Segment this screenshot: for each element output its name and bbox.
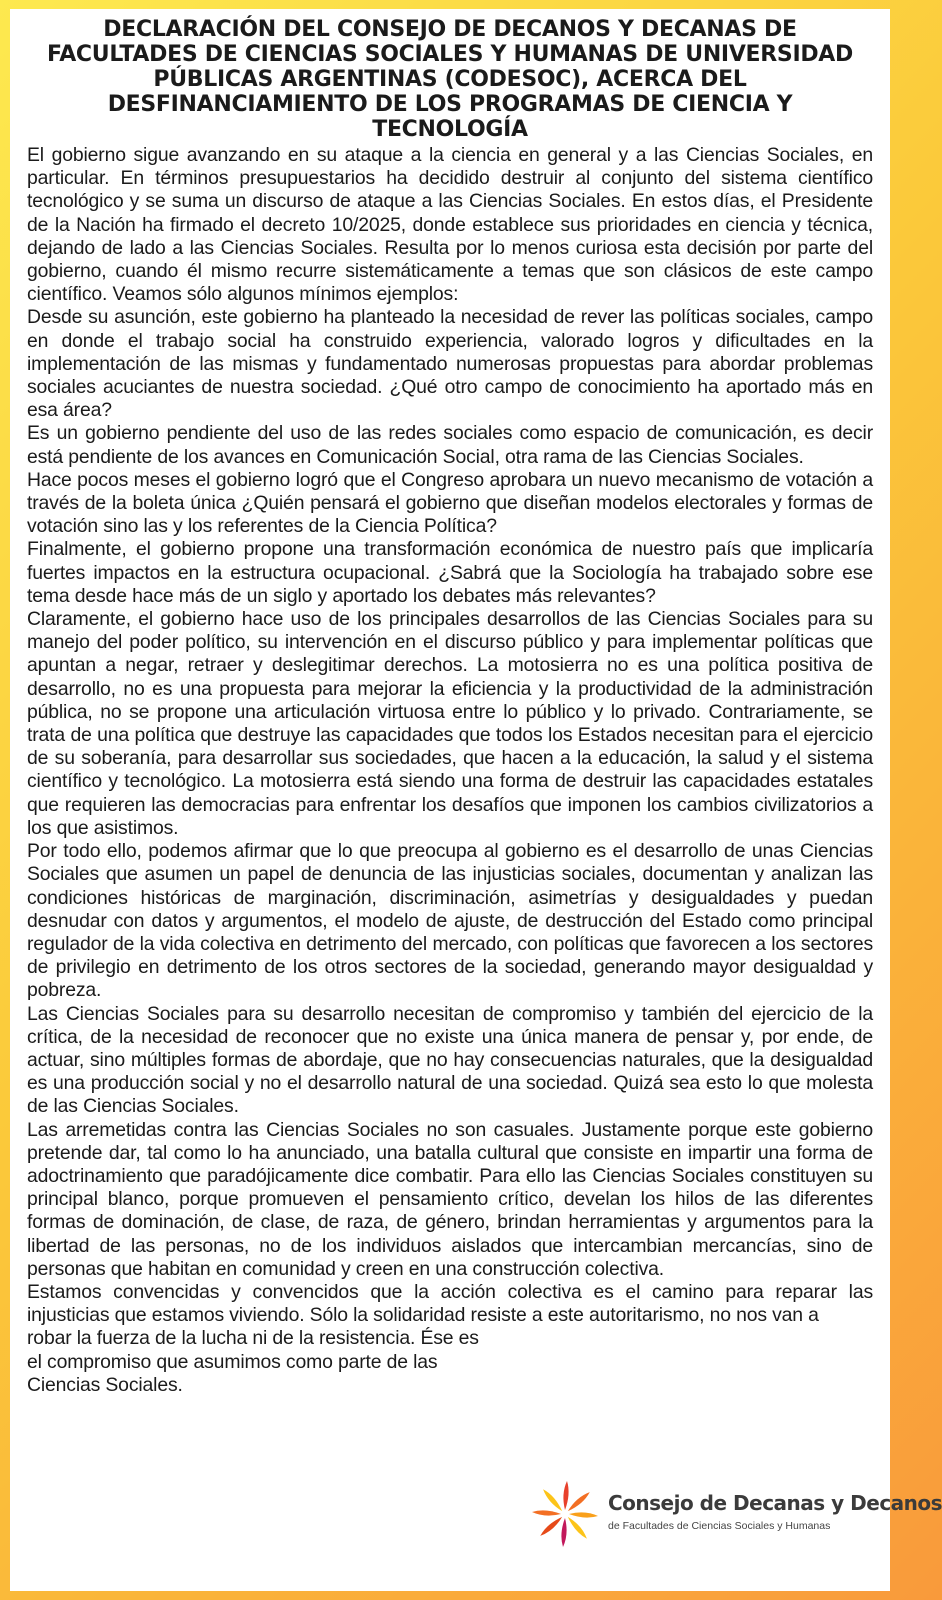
closing-line-3: Ciencias Sociales. — [27, 1373, 183, 1396]
sunburst-logo-icon — [530, 1479, 600, 1549]
paragraph: Por todo ello, podemos afirmar que lo que preocupa al gobierno es el desarrollo de unas Ciencias Sociales que asumen un papel de denuncia de las injusticias sociales, documentan y analizan las condiciones históricas de marginación, discriminación, asimetrías y desigualdades y puedan desnudar con datos y argumentos, el modelo de ajuste, de destrucción del Estado como principal regulador de la vida colectiva en detrimento del mercado, con políticas que favorecen a los sectores de privilegio en detrimento de los otros sectores de la sociedad, generando mayor desigualdad y pobreza. — [27, 840, 873, 1002]
closing-paragraph — [27, 1281, 873, 1397]
declaration-body — [27, 144, 873, 1397]
declaration-card — [10, 9, 942, 1591]
paragraph: Finalmente, el gobierno propone una transformación económica de nuestro país que implicaría fuertes impactos en la estructura ocupacional. ¿Sabrá que la Sociología ha trabajado sobre ese tema desde hace más de un siglo y aportado los debates más relevantes? — [27, 538, 873, 607]
closing-line-2: el compromiso que asumimos como parte de las — [27, 1350, 438, 1373]
paragraph: Es un gobierno pendiente del uso de las redes sociales como espacio de comunicación, es decir está pendiente de los avances en Comunicación Social, otra rama de las Ciencias Sociales. — [27, 422, 873, 468]
paragraph: Las arremetidas contra las Ciencias Sociales no son casuales. Justamente porque este gobierno pretende dar, tal como lo ha anunciado, una batalla cultural que consiste en impartir una forma de adoctrinamiento que paradójicamente dice combatir. Para ello las Ciencias Sociales constituyen su principal blanco, porque promueven el pensamiento crítico, develan los hilos de las diferentes formas de dominación, de clase, de raza, de género, brindan herramientas y argumentos para la libertad de las personas, no de los individuos aislados que intercambian mercancías, sino de personas que habitan en comunidad y creen en una construcción colectiva. — [27, 1118, 873, 1280]
paragraph: Desde su asunción, este gobierno ha planteado la necesidad de rever las políticas sociales, campo en donde el trabajo social ha construido experiencia, valorado logros y dificultades en la implementación de las mismas y fundamentado numerosas propuestas para abordar problemas sociales acuciantes de nuestra sociedad. ¿Qué otro campo de conocimiento ha aportado más en esa área? — [27, 306, 873, 422]
closing-line-1: robar la fuerza de la lucha ni de la resistencia. Ése es — [27, 1327, 479, 1350]
codesoc-logo — [530, 1467, 942, 1567]
page-title: DECLARACIÓN DEL CONSEJO DE DECANOS Y DECANAS DE FACULTADES DE CIENCIAS SOCIALES Y HUMANAS DE UNIVERSIDAD PÚBLICAS ARGENTINAS (CODESOC), ACERCA DEL DESFINANCIAMIENTO DE LOS PROGRAMAS DE CIENCIA Y TECNOLOGÍA — [47, 17, 853, 142]
logo-subtitle: de Facultades de Ciencias Sociales y Humanas — [608, 1520, 831, 1532]
paragraph: Las Ciencias Sociales para su desarrollo necesitan de compromiso y también del ejercicio de la crítica, de la necesidad de reconocer que no existe una única manera de pensar y, por ende, de actuar, sino múltiples formas de abordaje, que no hay consecuencias naturales, que la desigualdad es una producción social y no el desarrollo natural de una sociedad. Quizá sea esto lo que molesta de las Ciencias Sociales. — [27, 1002, 873, 1118]
paragraph: El gobierno sigue avanzando en su ataque a la ciencia en general y a las Ciencias Sociales, en particular. En términos presupuestarios ha decidido destruir al conjunto del sistema científico tecnológico y se suma un discurso de ataque a las Ciencias Sociales. En estos días, el Presidente de la Nación ha firmado el decreto 10/2025, donde establece sus prioridades en ciencia y técnica, dejando de lado a las Ciencias Sociales. Resulta por lo menos curiosa esta decisión por parte del gobierno, cuando él mismo recurre sistemáticamente a temas que son clásicos de este campo científico. Veamos sólo algunos mínimos ejemplos: — [27, 144, 873, 306]
paragraph: Hace pocos meses el gobierno logró que el Congreso aprobara un nuevo mecanismo de votación a través de la boleta única ¿Quién pensará el gobierno que diseñan modelos electorales y formas de votación sino las y los referentes de la Ciencia Política? — [27, 468, 873, 538]
closing-text: Estamos convencidas y convencidos que la acción colectiva es el camino para reparar las injusticias que estamos viviendo. Sólo la solidaridad resiste a este autoritarismo, no nos van a — [27, 1280, 873, 1327]
logo-name: Consejo de Decanas y Decanos — [608, 1491, 942, 1515]
paragraph: Claramente, el gobierno hace uso de los principales desarrollos de las Ciencias Sociales para su manejo del poder político, su intervención en el discurso público y para implementar políticas que apuntan a negar, retraer y deslegitimar derechos. La motosierra no es una política positiva de desarrollo, no es una propuesta para mejorar la eficiencia y la productividad de la administración pública, no se propone una articulación virtuosa entre lo público y lo privado. Contrariamente, se trata de una política que destruye las capacidades que todos los Estados necesitan para el ejercicio de su soberanía, para desarrollar sus sociedades, que hacen a la educación, la salud y el sistema científico y tecnológico. La motosierra está siendo una forma de destruir las capacidades estatales que requieren las democracias para enfrentar los desafíos que imponen los cambios civilizatorios a los que asistimos. — [27, 608, 873, 839]
